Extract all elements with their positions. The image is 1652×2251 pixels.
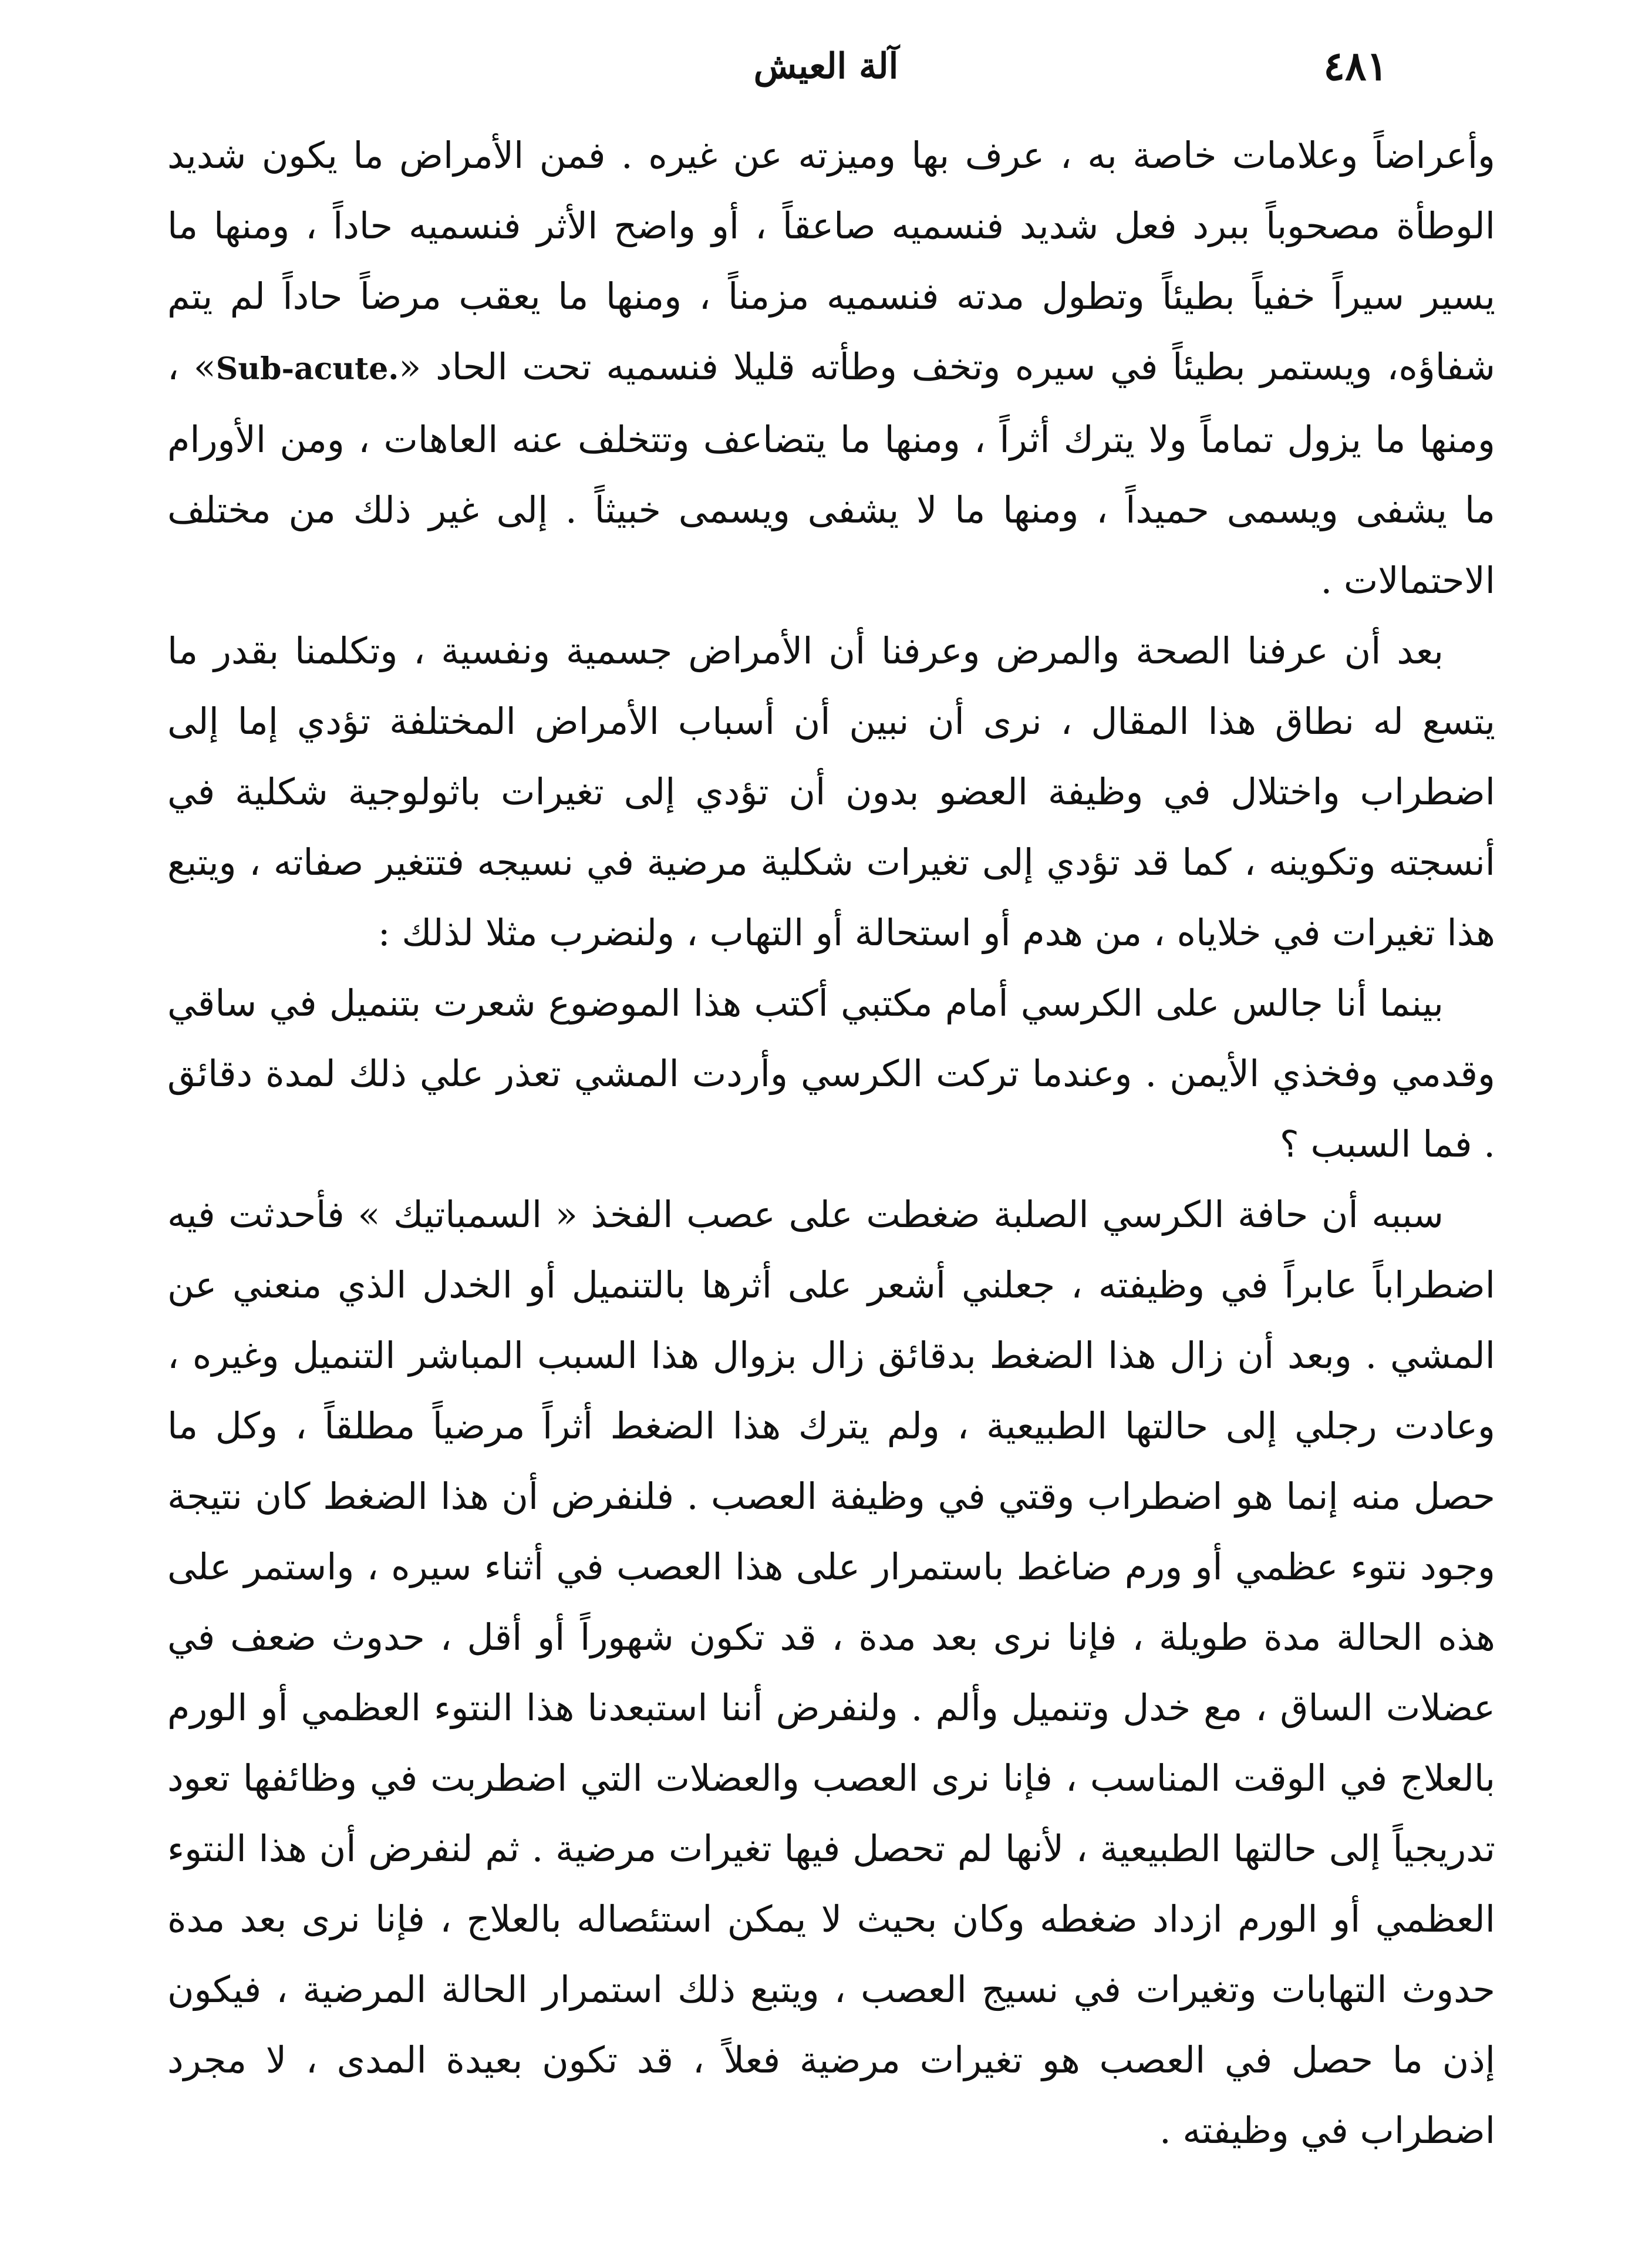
running-title: آلة العيش — [753, 46, 899, 87]
page-header — [194, 34, 1458, 99]
paragraph-1-part-b: » ، ومنها ما يزول تماماً ولا يترك أثراً ، ومنها ما يتضاعف وتتخلف عنه العاهات ، ومن الأورام ما يشفى ويسمى حميداً ، ومنها ما لا يشفى ويسمى خبيثاً . إلى غير ذلك من مختلف الاحتمالات . — [167, 345, 1495, 602]
paragraph-1-part-a: وأعراضاً وعلامات خاصة به ، عرف بها وميزته عن غيره . فمن الأمراض ما يكون شديد الوطأة مصحوباً ببرد فعل شديد فنسميه صاعقاً ، أو واضح الأثر فنسميه حاداً ، ومنها ما يسير سيراً خفياً بطيئاً وتطول مدته فنسميه مزمناً ، ومنها ما يعقب مرضاً حاداً لم يتم شفاؤه، ويستمر بطيئاً في سيره وتخف وطأته قليلا فنسميه تحت الحاد « — [167, 134, 1495, 388]
paragraph-4: سببه أن حافة الكرسي الصلبة ضغطت على عصب الفخذ « السمباتيك » فأحدثت فيه اضطراباً عابراً في وظيفته ، جعلني أشعر على أثرها بالتنميل أو الخدل الذي منعني عن المشي . وبعد أن زال هذا الضغط بدقائق زال بزوال هذا السبب المباشر التنميل وغيره ، وعادت رجلي إلى حالتها الطبيعية ، ولم يترك هذا الضغط أثراً مرضياً مطلقاً ، وكل ما حصل منه إنما هو اضطراب وقتي في وظيفة العصب . فلنفرض أن هذا الضغط كان نتيجة وجود نتوء عظمي أو ورم ضاغط باستمرار على هذا العصب في أثناء سيره ، واستمر على هذه الحالة مدة طويلة ، فإنا نرى بعد مدة ، قد تكون شهوراً أو أقل ، حدوث ضعف في عضلات الساق ، مع خدل وتنميل وألم . ولنفرض أننا استبعدنا هذا النتوء العظمي أو الورم بالعلاج في الوقت المناسب ، فإنا نرى العصب والعضلات التي اضطربت في وظائفها تعود تدريجياً إلى حالتها الطبيعية ، لأنها لم تحصل فيها تغيرات مرضية . ثم لنفرض أن هذا النتوء العظمي أو الورم ازداد ضغطه وكان بحيث لا يمكن استئصاله بالعلاج ، فإنا نرى بعد مدة حدوث التهابات وتغيرات في نسيج العصب ، ويتبع ذلك استمرار الحالة المرضية ، فيكون إذن ما حصل في العصب هو تغيرات مرضية فعلاً ، قد تكون بعيدة المدى ، لا مجرد اضطراب في وظيفته . — [167, 1193, 1496, 2152]
paragraph-3: بينما أنا جالس على الكرسي أمام مكتبي أكتب هذا الموضوع شعرت بتنميل في ساقي وقدمي وفخذي الأيمن . وعندما تركت الكرسي وأردت المشي تعذر علي ذلك لمدة دقائق . فما السبب ؟ — [167, 982, 1495, 1165]
page-number: ٤٨١ — [1323, 43, 1388, 90]
paragraph-1 — [167, 120, 1495, 616]
body-text — [167, 120, 1495, 2166]
paragraph-2: بعد أن عرفنا الصحة والمرض وعرفنا أن الأمراض جسمية ونفسية ، وتكلمنا بقدر ما يتسع له نطاق هذا المقال ، نرى أن نبين أن أسباب الأمراض المختلفة تؤدي إما إلى اضطراب واختلال في وظيفة العضو بدون أن تؤدي إلى تغيرات باثولوجية شكلية في أنسجته وتكوينه ، كما قد تؤدي إلى تغيرات شكلية مرضية في نسيجه فتتغير صفاته ، ويتبع هذا تغيرات في خلاياه ، من هدم أو استحالة أو التهاب ، ولنضرب مثلا لذلك : — [167, 629, 1495, 954]
latin-term: Sub-acute. — [215, 351, 399, 387]
